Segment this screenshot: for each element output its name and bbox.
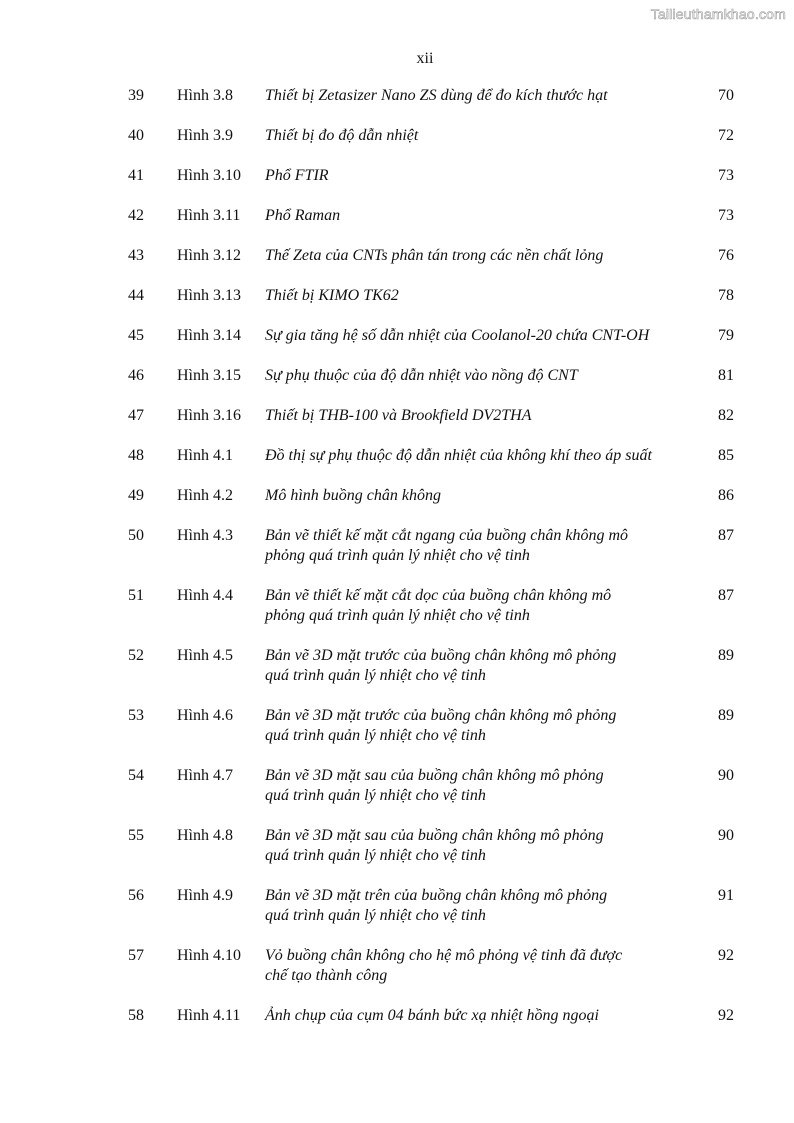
figure-title — [265, 826, 687, 866]
figure-label: Hình 4.9 — [177, 887, 233, 904]
page-ref: 73 — [718, 167, 734, 184]
figure-title-line: Thiết bị đo độ dẫn nhiệt — [265, 127, 419, 144]
figure-title-line: phỏng quá trình quản lý nhiệt cho vệ tinh — [265, 607, 530, 624]
figure-label: Hình 3.10 — [177, 167, 241, 184]
figure-title — [265, 86, 687, 106]
row-number: 56 — [128, 887, 144, 904]
figure-list-row — [0, 706, 794, 766]
figure-label: Hình 4.8 — [177, 827, 233, 844]
figure-title-line: Phổ Raman — [265, 207, 341, 224]
row-number: 50 — [128, 527, 144, 544]
figure-title-line: Thiết bị Zetasizer Nano ZS dùng để đo kích thước hạt — [265, 87, 608, 104]
figure-title — [265, 326, 687, 346]
figure-label: Hình 3.16 — [177, 407, 241, 424]
page-ref: 76 — [718, 247, 734, 264]
row-number: 45 — [128, 327, 144, 344]
figure-list-row — [0, 766, 794, 826]
figure-title — [265, 206, 687, 226]
figure-title — [265, 646, 687, 686]
page-ref: 73 — [718, 207, 734, 224]
figure-label: Hình 3.12 — [177, 247, 241, 264]
row-number: 52 — [128, 647, 144, 664]
figure-label: Hình 3.14 — [177, 327, 241, 344]
page-ref: 85 — [718, 447, 734, 464]
figure-title-line: quá trình quản lý nhiệt cho vệ tinh — [265, 847, 486, 864]
figure-title-line: Sự phụ thuộc của độ dẫn nhiệt vào nồng độ CNT — [265, 367, 578, 384]
figure-title-line: Thiết bị KIMO TK62 — [265, 287, 399, 304]
row-number: 42 — [128, 207, 144, 224]
figure-title-line: Bản vẽ thiết kế mặt cắt ngang của buồng chân không mô — [265, 527, 629, 544]
figure-title — [265, 126, 687, 146]
figure-title-line: quá trình quản lý nhiệt cho vệ tinh — [265, 667, 486, 684]
figure-title — [265, 406, 687, 426]
figure-list-row — [0, 86, 794, 126]
figure-title-line: chế tạo thành công — [265, 967, 388, 984]
row-number: 55 — [128, 827, 144, 844]
page-ref: 92 — [718, 1007, 734, 1024]
page-ref: 72 — [718, 127, 734, 144]
figure-title-line: Bản vẽ thiết kế mặt cắt dọc của buồng chân không mô — [265, 587, 612, 604]
figure-title — [265, 246, 687, 266]
page-ref: 70 — [718, 87, 734, 104]
figure-list-row — [0, 166, 794, 206]
figure-list-row — [0, 946, 794, 1006]
figure-title-line: Thế Zeta của CNTs phân tán trong các nền chất lỏng — [265, 247, 604, 264]
row-number: 39 — [128, 87, 144, 104]
row-number: 46 — [128, 367, 144, 384]
page-ref: 87 — [718, 527, 734, 544]
page-number: xii — [416, 50, 434, 67]
figure-title-line: Bản vẽ 3D mặt trước của buồng chân không mô phỏng — [265, 647, 617, 664]
figure-list-row — [0, 126, 794, 166]
figure-list — [0, 86, 794, 1046]
figure-title — [265, 1006, 687, 1026]
page-ref: 89 — [718, 707, 734, 724]
figure-label: Hình 4.3 — [177, 527, 233, 544]
figure-title — [265, 446, 687, 466]
page-ref: 92 — [718, 947, 734, 964]
page-ref: 89 — [718, 647, 734, 664]
figure-title — [265, 486, 687, 506]
figure-label: Hình 3.9 — [177, 127, 233, 144]
figure-title — [265, 166, 687, 186]
figure-list-row — [0, 206, 794, 246]
figure-title-line: Bản vẽ 3D mặt sau của buồng chân không mô phỏng — [265, 767, 604, 784]
figure-list-row — [0, 286, 794, 326]
watermark: Tailieuthamkhao.com — [650, 6, 786, 22]
figure-label: Hình 4.11 — [177, 1007, 241, 1024]
figure-label: Hình 4.4 — [177, 587, 233, 604]
figure-title — [265, 366, 687, 386]
figure-title — [265, 286, 687, 306]
figure-list-row — [0, 246, 794, 286]
figure-title-line: quá trình quản lý nhiệt cho vệ tinh — [265, 727, 486, 744]
figure-label: Hình 4.6 — [177, 707, 233, 724]
figure-title — [265, 526, 687, 566]
row-number: 44 — [128, 287, 144, 304]
figure-list-row — [0, 646, 794, 706]
figure-label: Hình 4.7 — [177, 767, 233, 784]
figure-label: Hình 4.5 — [177, 647, 233, 664]
row-number: 47 — [128, 407, 144, 424]
figure-list-row — [0, 326, 794, 366]
figure-label: Hình 3.15 — [177, 367, 241, 384]
figure-title-line: Bản vẽ 3D mặt trên của buồng chân không mô phỏng — [265, 887, 608, 904]
figure-label: Hình 4.2 — [177, 487, 233, 504]
page-ref: 90 — [718, 827, 734, 844]
row-number: 53 — [128, 707, 144, 724]
figure-label: Hình 3.13 — [177, 287, 241, 304]
row-number: 41 — [128, 167, 144, 184]
row-number: 48 — [128, 447, 144, 464]
figure-title-line: Thiết bị THB-100 và Brookfield DV2THA — [265, 407, 532, 424]
figure-title-line: Ảnh chụp của cụm 04 bánh bức xạ nhiệt hồng ngoại — [265, 1007, 599, 1024]
figure-label: Hình 4.10 — [177, 947, 241, 964]
figure-list-row — [0, 446, 794, 486]
figure-list-row — [0, 586, 794, 646]
figure-title-line: quá trình quản lý nhiệt cho vệ tinh — [265, 907, 486, 924]
figure-title-line: Sự gia tăng hệ số dẫn nhiệt của Coolanol-20 chứa CNT-OH — [265, 327, 650, 344]
page-ref: 78 — [718, 287, 734, 304]
row-number: 58 — [128, 1007, 144, 1024]
figure-list-row — [0, 486, 794, 526]
figure-title — [265, 706, 687, 746]
figure-title-line: quá trình quản lý nhiệt cho vệ tinh — [265, 787, 486, 804]
figure-list-row — [0, 886, 794, 946]
row-number: 43 — [128, 247, 144, 264]
row-number: 51 — [128, 587, 144, 604]
row-number: 54 — [128, 767, 144, 784]
figure-list-row — [0, 406, 794, 446]
page-ref: 91 — [718, 887, 734, 904]
figure-title-line: Vỏ buồng chân không cho hệ mô phỏng vệ tinh đã được — [265, 947, 623, 964]
row-number: 49 — [128, 487, 144, 504]
figure-list-row — [0, 526, 794, 586]
page-ref: 81 — [718, 367, 734, 384]
row-number: 40 — [128, 127, 144, 144]
figure-title — [265, 946, 687, 986]
figure-title — [265, 586, 687, 626]
figure-title-line: Bản vẽ 3D mặt sau của buồng chân không mô phỏng — [265, 827, 604, 844]
figure-list-row — [0, 826, 794, 886]
page-ref: 90 — [718, 767, 734, 784]
figure-title-line: Bản vẽ 3D mặt trước của buồng chân không mô phỏng — [265, 707, 617, 724]
figure-title — [265, 886, 687, 926]
figure-list-row — [0, 366, 794, 406]
page-ref: 79 — [718, 327, 734, 344]
figure-label: Hình 4.1 — [177, 447, 233, 464]
figure-title-line: Đồ thị sự phụ thuộc độ dẫn nhiệt của không khí theo áp suất — [265, 447, 652, 464]
page-ref: 86 — [718, 487, 734, 504]
page-ref: 87 — [718, 587, 734, 604]
figure-label: Hình 3.8 — [177, 87, 233, 104]
figure-title-line: phỏng quá trình quản lý nhiệt cho vệ tinh — [265, 547, 530, 564]
row-number: 57 — [128, 947, 144, 964]
figure-title-line: Mô hình buồng chân không — [265, 487, 441, 504]
figure-list-row — [0, 1006, 794, 1046]
page-ref: 82 — [718, 407, 734, 424]
figure-label: Hình 3.11 — [177, 207, 241, 224]
figure-title-line: Phổ FTIR — [265, 167, 329, 184]
figure-title — [265, 766, 687, 806]
